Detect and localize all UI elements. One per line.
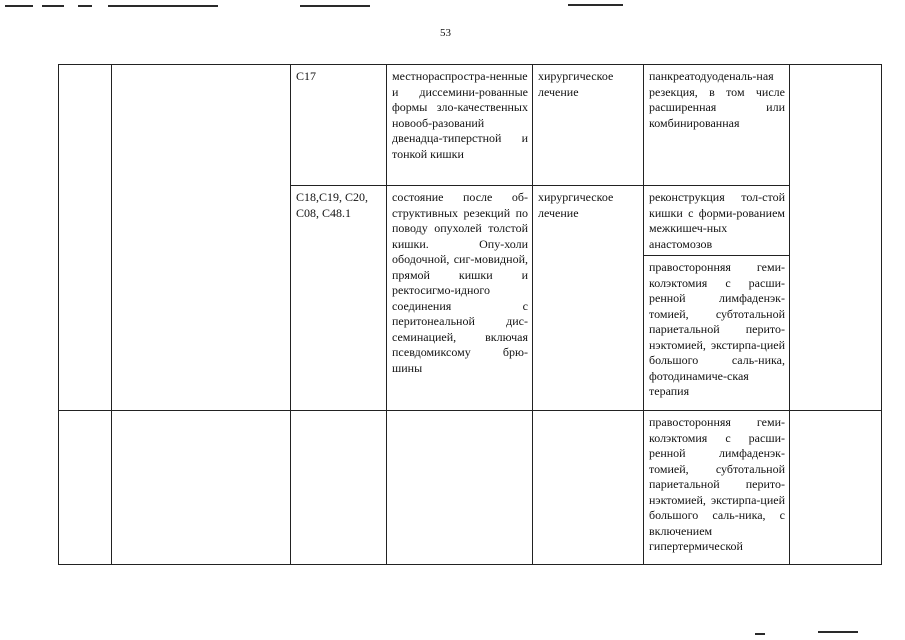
scan-artifact-line	[5, 5, 33, 7]
diagnosis-codes-cell: C17	[291, 65, 387, 186]
row-number-cell	[59, 65, 112, 411]
diagnosis-codes-cell	[291, 411, 387, 565]
row-number-cell	[59, 411, 112, 565]
scan-artifact-line	[755, 633, 765, 635]
scan-artifact-line	[300, 5, 370, 7]
treatment-method-cell: правосторонняя геми-колэктомия с расши-ренной лимфаденэк-томией, субтотальной париетальной перито-нэктомией, экстирпа-цией большого саль-ника, с включением гипертермической	[644, 411, 790, 565]
patient-model-cell: местнораспростра-ненные и диссемини-рованные формы зло-качественных новооб-разований двенадца-типерстной и тонкой кишки	[387, 65, 533, 186]
cost-cell	[790, 65, 882, 411]
table-row	[59, 411, 882, 565]
care-type-cell	[112, 411, 291, 565]
scan-artifact-line	[78, 5, 92, 7]
treatment-method-cell: правосторонняя геми-колэктомия с расши-ренной лимфаденэк-томией, субтотальной париетальной перито-нэктомией, экстирпа-цией большого саль-ника, фотодинамиче-ская терапия	[644, 256, 790, 411]
treatment-method-cell: реконструкция тол-стой кишки с форми-рованием межкишеч-ных анастомозов	[644, 186, 790, 256]
treatment-method-cell: панкреатодуоденаль-ная резекция, в том числе расширенная или комбинированная	[644, 65, 790, 186]
cost-cell	[790, 411, 882, 565]
patient-model-cell: состояние после об-структивных резекций по поводу опухолей толстой кишки. Опу-холи ободочной, сиг-мовидной, прямой кишки и ректосигмо-идного соединения с перитонеальной дис-семинацией, включая псевдомиксому брю-шины	[387, 186, 533, 411]
treatment-type-cell: хирургическое лечение	[533, 186, 644, 411]
table-row	[59, 65, 882, 186]
scan-artifact-line	[818, 631, 858, 633]
medical-care-table	[58, 64, 882, 565]
page-number: 53	[440, 27, 451, 39]
scan-artifact-line	[42, 5, 64, 7]
scan-artifact-line	[568, 4, 623, 6]
patient-model-cell	[387, 411, 533, 565]
care-type-cell	[112, 65, 291, 411]
scan-artifact-line	[108, 5, 218, 7]
diagnosis-codes-cell: C18,C19, C20, C08, C48.1	[291, 186, 387, 411]
treatment-type-cell	[533, 411, 644, 565]
treatment-type-cell: хирургическое лечение	[533, 65, 644, 186]
